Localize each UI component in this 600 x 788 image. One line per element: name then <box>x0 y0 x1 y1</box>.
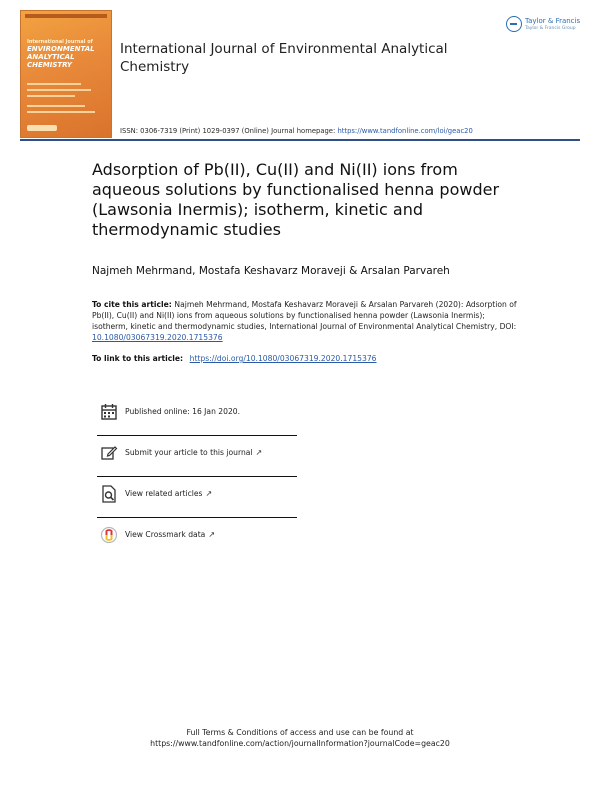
submit-article-link[interactable]: Submit your article to this journal ↗ <box>97 441 297 481</box>
published-online-row: Published online: 16 Jan 2020. <box>97 400 297 440</box>
publisher-logo[interactable]: Taylor & Francis Taylor & Francis Group <box>506 14 582 36</box>
calendar-icon <box>100 403 118 421</box>
cover-publisher-logo <box>27 125 57 131</box>
issn-line: ISSN: 0306-7319 (Print) 1029-0397 (Online) Journal homepage: https://www.tandfonline.com/loi/geac20 <box>120 127 473 135</box>
journal-homepage-link[interactable]: https://www.tandfonline.com/loi/geac20 <box>337 127 473 135</box>
journal-cover-image <box>20 10 112 138</box>
related-search-icon <box>100 485 118 503</box>
external-link-icon: ↗ <box>208 530 216 539</box>
header-divider <box>20 139 580 141</box>
taylor-francis-icon <box>506 16 522 32</box>
crossmark-icon <box>100 526 118 544</box>
terms-footer: Full Terms & Conditions of access and use can be found at https://www.tandfonline.com/action/journalInformation?journalCode=geac20 <box>0 727 600 749</box>
article-authors: Najmeh Mehrmand, Mostafa Keshavarz Moraveji & Arsalan Parvareh <box>92 265 450 277</box>
journal-title: International Journal of Environmental Analytical Chemistry <box>120 41 448 75</box>
related-articles-link[interactable]: View related articles ↗ <box>97 482 297 522</box>
article-title: Adsorption of Pb(II), Cu(II) and Ni(II) ions from aqueous solutions by functionalised henna powder (Lawsonia Inermis); isotherm, kinetic and thermodynamic studies <box>92 160 500 239</box>
edit-icon <box>100 444 118 462</box>
external-link-icon: ↗ <box>255 448 263 457</box>
cover-title: International Journal of ENVIRONMENTAL ANALYTICAL CHEMISTRY <box>27 39 95 69</box>
citation-block: To cite this article: Najmeh Mehrmand, Mostafa Keshavarz Moraveji & Arsalan Parvareh (2020): Adsorption of Pb(II), Cu(II) and Ni(II) ions from aqueous solutions by functionalised henna powder (Lawsonia Inermis); isotherm, kinetic and thermodynamic studies, International Journal of Environmental Analytical Chemistry, DOI: 10.1080/03067319.2020.1715376 <box>92 300 517 342</box>
external-link-icon: ↗ <box>205 489 213 498</box>
crossmark-link[interactable]: View Crossmark data ↗ <box>97 523 297 563</box>
doi-link[interactable]: 10.1080/03067319.2020.1715376 <box>92 333 223 342</box>
terms-link[interactable]: https://www.tandfonline.com/action/journalInformation?journalCode=geac20 <box>150 739 450 748</box>
article-url-link[interactable]: https://doi.org/10.1080/03067319.2020.1715376 <box>189 354 377 363</box>
link-to-article: To link to this article: https://doi.org/10.1080/03067319.2020.1715376 <box>92 354 377 363</box>
